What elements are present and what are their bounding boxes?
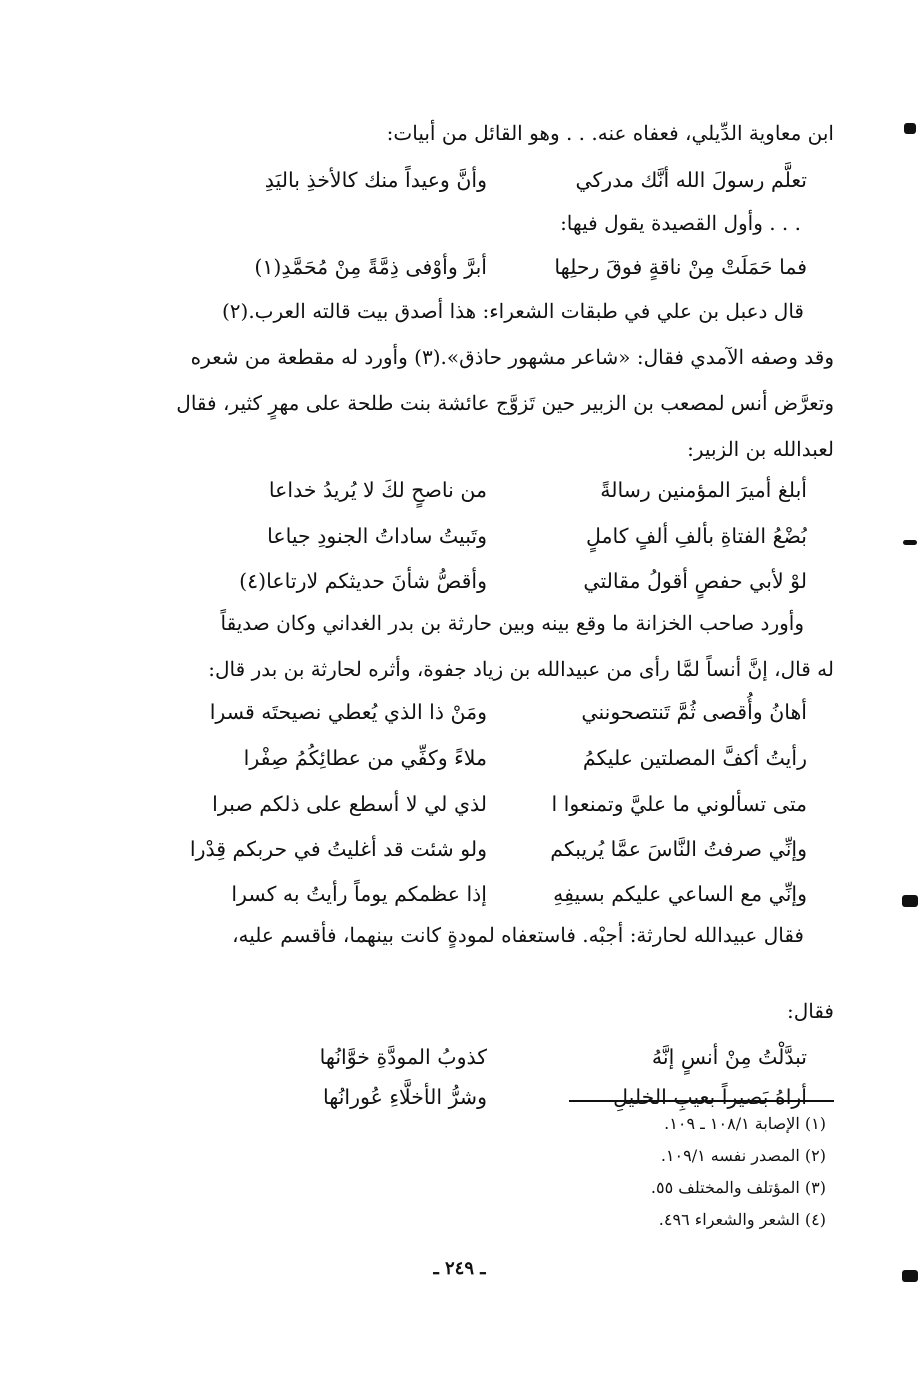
verse-line bbox=[167, 784, 807, 824]
verse-first-hemistich: وإنِّي صرفتُ النَّاسَ عمَّا يُريبكم bbox=[550, 837, 807, 861]
verse-line bbox=[167, 874, 807, 914]
verse-second-hemistich: وأنَّ وعيداً منك كالأخذِ باليَدِ bbox=[264, 168, 487, 192]
verse-line bbox=[167, 738, 807, 778]
footnote: (٤) الشعر والشعراء ٤٩٦. bbox=[658, 1210, 826, 1229]
verse-second-hemistich: من ناصحٍ لكَ لا يُريدُ خداعا bbox=[268, 478, 487, 502]
verse-second-hemistich: وتَبيتُ ساداتُ الجنودِ جياعا bbox=[267, 524, 487, 548]
prose-line: وأورد صاحب الخزانة ما وقع بينه وبين حارثة بن بدر الغداني وكان صديقاً bbox=[220, 611, 804, 635]
verse-line bbox=[167, 247, 807, 287]
verse-first-hemistich: لوْ لأبي حفصٍ أقولُ مقالتي bbox=[583, 569, 807, 593]
verse-line bbox=[167, 561, 807, 601]
page-number: ـ ٢٤٩ ـ bbox=[433, 1258, 486, 1279]
verse-line bbox=[167, 160, 807, 200]
scan-edge-mark bbox=[904, 123, 916, 134]
verse-first-hemistich: أبلغ أميرَ المؤمنين رسالةً bbox=[600, 478, 807, 502]
verse-line bbox=[167, 692, 807, 732]
verse-first-hemistich: تبدَّلْتُ مِنْ أنسٍ إنَّهُ bbox=[651, 1045, 807, 1069]
verse-line bbox=[167, 470, 807, 510]
prose-line: قال دعبل بن علي في طبقات الشعراء: هذا أصدق بيت قالته العرب.(٢) bbox=[221, 299, 804, 323]
verse-second-hemistich: وشرُّ الأخلَّاءِ عُورانُها bbox=[323, 1085, 487, 1109]
footnote: (٣) المؤتلف والمختلف ٥٥. bbox=[650, 1178, 826, 1197]
prose-line: فقال عبيدالله لحارثة: أجبْه. فاستعفاه لمودةٍ كانت بينهما، فأقسم عليه، bbox=[232, 923, 804, 947]
prose-line: ابن معاوية الدِّيلي، فعفاه عنه. . . وهو القائل من أبيات: bbox=[386, 121, 834, 145]
verse-first-hemistich: أراهُ بَصيراً بعيبِ الخليلِ bbox=[613, 1085, 807, 1109]
verse-second-hemistich: أبرَّ وأوْفى ذِمَّةً مِنْ مُحَمَّدِ(١) bbox=[254, 255, 487, 279]
verse-first-hemistich: وإنِّي مع الساعي عليكم بسيفِهِ bbox=[553, 882, 807, 906]
verse-first-hemistich: متى تسألوني ما عليَّ وتمنعوا ا bbox=[551, 792, 807, 816]
verse-first-hemistich: فما حَمَلَتْ مِنْ ناقةٍ فوقَ رحلِها bbox=[554, 255, 807, 279]
prose-line: فقال: bbox=[786, 999, 834, 1023]
scan-edge-mark bbox=[902, 1270, 918, 1282]
verse-second-hemistich: كذوبُ المودَّةِ خوَّانُها bbox=[319, 1045, 487, 1069]
verse-first-hemistich: بُضْعُ الفتاةِ بألفِ ألفٍ كاملٍ bbox=[585, 524, 807, 548]
verse-first-hemistich: تعلَّم رسولَ الله أنَّك مدركي bbox=[575, 168, 807, 192]
scan-edge-mark bbox=[902, 895, 918, 907]
prose-line: لعبدالله بن الزبير: bbox=[687, 437, 834, 461]
verse-second-hemistich: إذا عظمكم يوماً رأيتُ به كسرا bbox=[231, 882, 487, 906]
verse-second-hemistich: ملاءً وكفِّي من عطائِكُمُ صِفْرا bbox=[243, 746, 487, 770]
prose-line: له قال، إنَّ أنساً لمَّا رأى من عبيدالله بن زياد جفوة، وأثره لحارثة بن بدر قال: bbox=[208, 657, 834, 681]
verse-second-hemistich: لذي لي لا أسطع على ذلكم صبرا bbox=[212, 792, 487, 816]
scan-edge-mark bbox=[903, 540, 917, 545]
footnote-separator bbox=[569, 1100, 834, 1102]
verse-line bbox=[167, 516, 807, 556]
verse-second-hemistich: ومَنْ ذا الذي يُعطي نصيحتَه قسرا bbox=[209, 700, 487, 724]
verse-line bbox=[167, 1037, 807, 1077]
verse-first-hemistich: رأيتُ أكفَّ المصلتين عليكمُ bbox=[582, 746, 807, 770]
verse-second-hemistich: ولو شئت قد أغليتُ في حربكم قِدْرا bbox=[189, 837, 487, 861]
prose-line: . . . وأول القصيدة يقول فيها: bbox=[560, 211, 801, 235]
verse-first-hemistich: أهانُ وأُقصى ثُمَّ تَنتصحونني bbox=[581, 700, 807, 724]
verse-line bbox=[167, 829, 807, 869]
prose-line: وقد وصفه الآمدي فقال: «شاعر مشهور حاذق».(٣) وأورد له مقطعة من شعره bbox=[190, 345, 834, 369]
verse-second-hemistich: وأقصُّ شأنَ حديثكم لارتاعا(٤) bbox=[239, 569, 487, 593]
prose-line: وتعرَّض أنس لمصعب بن الزبير حين تَزوَّج عائشة بنت طلحة على مهرٍ كثير، فقال bbox=[176, 391, 834, 415]
footnote: (٢) المصدر نفسه ١٠٩/١. bbox=[660, 1146, 826, 1165]
footnote: (١) الإصابة ١٠٨/١ ـ ١٠٩. bbox=[664, 1114, 826, 1133]
